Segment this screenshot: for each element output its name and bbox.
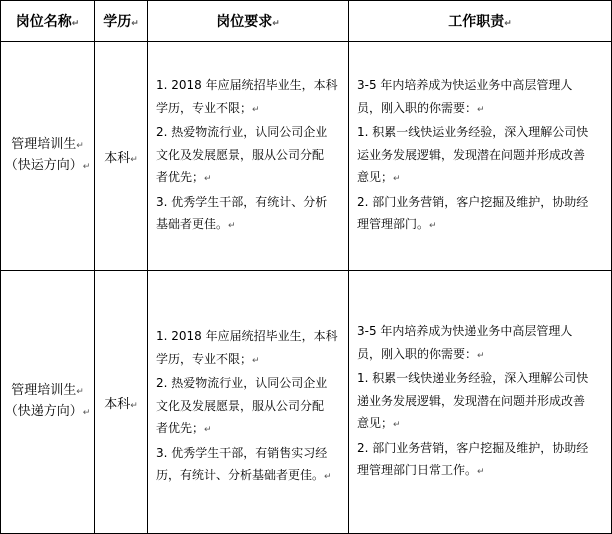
requirement-line: 2. 热爱物流行业，认同公司企业 — [156, 125, 328, 140]
header-requirements: 岗位要求↵ — [148, 1, 349, 42]
education-cell: 本科↵ — [95, 271, 148, 534]
requirement-line: 学历，专业不限；↵ — [156, 100, 260, 115]
duty-line: 意见；↵ — [357, 170, 401, 185]
requirement-line: 文化及发展愿景，服从公司分配 — [156, 398, 325, 413]
duty-line: 运业务发展逻辑，发现潜在问题并形成改善 — [357, 147, 586, 162]
requirement-line: 学历，专业不限；↵ — [156, 351, 260, 366]
header-duties: 工作职责↵ — [349, 1, 612, 42]
requirement-line: 3. 优秀学生干部，有统计、分析 — [156, 194, 328, 209]
requirements-cell — [148, 271, 349, 534]
requirements-cell — [148, 42, 349, 271]
requirement-line: 2. 热爱物流行业，认同公司企业 — [156, 376, 328, 391]
duty-line: 员，刚入职的你需要：↵ — [357, 100, 485, 115]
header-education: 学历↵ — [95, 1, 148, 42]
table-row — [1, 42, 612, 271]
header-row — [1, 1, 612, 42]
duty-line: 理管理部门。↵ — [357, 217, 437, 232]
header-position: 岗位名称↵ — [1, 1, 95, 42]
duty-line: 意见；↵ — [357, 416, 401, 431]
requirement-line: 历，有统计、分析基础者更佳。↵ — [156, 468, 332, 483]
requirement-line: 文化及发展愿景，服从公司分配 — [156, 147, 325, 162]
duty-line: 1. 积累一线快运业务经验，深入理解公司快 — [357, 125, 589, 140]
requirement-line: 1. 2018 年应届统招毕业生，本科 — [156, 329, 338, 344]
education-cell: 本科↵ — [95, 42, 148, 271]
position-name-cell: 管理培训生↵ （快运方向）↵ — [1, 42, 95, 271]
duty-line: 2. 部门业务营销，客户挖掘及维护，协助经 — [357, 194, 589, 209]
requirement-line: 基础者更佳。↵ — [156, 217, 236, 232]
duty-line: 递业务发展逻辑，发现潜在问题并形成改善 — [357, 393, 586, 408]
requirement-line: 3. 优秀学生干部，有销售实习经 — [156, 445, 328, 460]
duty-line: 3-5 年内培养成为快运业务中高层管理人 — [357, 78, 573, 93]
duty-line: 2. 部门业务营销，客户挖掘及维护，协助经 — [357, 440, 589, 455]
duties-cell — [349, 271, 612, 534]
duty-line: 员，刚入职的你需要：↵ — [357, 346, 485, 361]
requirement-line: 1. 2018 年应届统招毕业生，本科 — [156, 78, 338, 93]
table-row — [1, 271, 612, 534]
duties-cell — [349, 42, 612, 271]
duty-line: 理管理部门日常工作。↵ — [357, 463, 485, 478]
position-name-cell: 管理培训生↵ （快递方向）↵ — [1, 271, 95, 534]
duty-line: 1. 积累一线快递业务经验，深入理解公司快 — [357, 371, 589, 386]
requirement-line: 者优先；↵ — [156, 421, 212, 436]
requirement-line: 者优先；↵ — [156, 170, 212, 185]
duty-line: 3-5 年内培养成为快递业务中高层管理人 — [357, 324, 573, 339]
